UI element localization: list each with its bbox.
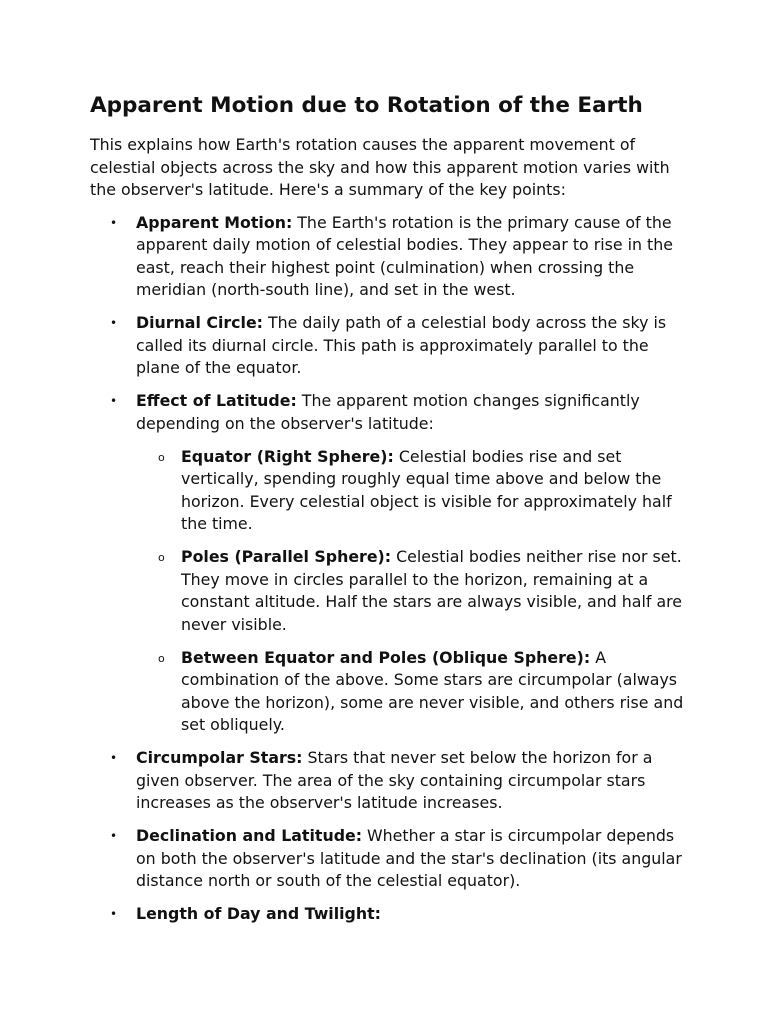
bullet-icon: •: [110, 316, 118, 330]
item-text: The Earth's rotation is the primary cause of the apparent daily motion of celestial bodies. They appear to rise in the east, reach their highest point (culmination) when crossing the meridian (north-south line), and set in the west.: [136, 212, 673, 299]
list-item: [90, 747, 690, 815]
intro-paragraph: This explains how Earth's rotation causes the apparent movement of celestial objects across the sky and how this apparent motion varies with the observer's latitude. Here's a summary of the key points:: [90, 135, 670, 199]
bullet-icon: •: [110, 829, 118, 843]
item-text: Whether a star is circumpolar depends on both the observer's latitude and the star's declination (its angular distance north or south of the celestial equator).: [136, 826, 682, 890]
sub-list-item: [136, 546, 690, 636]
bullet-icon: •: [110, 751, 118, 765]
item-term: Length of Day and Twilight:: [136, 904, 381, 923]
item-text: The apparent motion changes significantly depending on the observer's latitude:: [136, 391, 640, 433]
bullet-icon: •: [110, 907, 118, 921]
sub-list-item: [136, 446, 690, 536]
circle-bullet-icon: o: [158, 450, 165, 464]
sub-list: [136, 446, 690, 737]
document-title: Apparent Motion due to Rotation of the Earth: [90, 93, 643, 118]
list-item: [90, 903, 690, 926]
sub-list-item: [136, 647, 690, 737]
bullet-icon: •: [110, 215, 118, 230]
item-term: Effect of Latitude:: [136, 391, 297, 410]
list-item: [90, 212, 690, 302]
bullet-icon: •: [110, 394, 118, 408]
list-item: [90, 390, 690, 737]
item-term: Circumpolar Stars:: [136, 748, 303, 767]
circle-bullet-icon: o: [158, 651, 165, 665]
item-term: Declination and Latitude:: [136, 826, 363, 845]
item-text: The daily path of a celestial body across the sky is called its diurnal circle. This path is approximately parallel to the plane of the equator.: [136, 313, 667, 377]
circle-bullet-icon: o: [158, 551, 165, 564]
item-text: Stars that never set below the horizon for a given observer. The area of the sky containing circumpolar stars increases as the observer's latitude increases.: [136, 748, 653, 812]
item-term: Apparent Motion:: [136, 212, 293, 232]
list-item: [90, 825, 690, 893]
list-item: [90, 312, 690, 380]
sub-item-text: Celestial bodies neither rise nor set. They move in circles parallel to the horizon, remaining at a constant altitude. Half the stars are always visible, and half are never visible.: [181, 547, 682, 634]
sub-item-term: Poles (Parallel Sphere):: [181, 547, 392, 566]
item-term: Diurnal Circle:: [136, 313, 263, 332]
sub-item-text: A combination of the above. Some stars are circumpolar (always above the horizon), some are never visible, and others rise and set obliquely.: [181, 647, 684, 734]
sub-item-term: Equator (Right Sphere):: [181, 446, 394, 466]
sub-item-text: Celestial bodies rise and set vertically, spending roughly equal time above and below the horizon. Every celestial object is visible for approximately half the time.: [181, 446, 672, 533]
document-page: [90, 90, 690, 936]
sub-item-term: Between Equator and Poles (Oblique Sphere):: [181, 647, 591, 667]
key-points-list: [90, 212, 690, 926]
